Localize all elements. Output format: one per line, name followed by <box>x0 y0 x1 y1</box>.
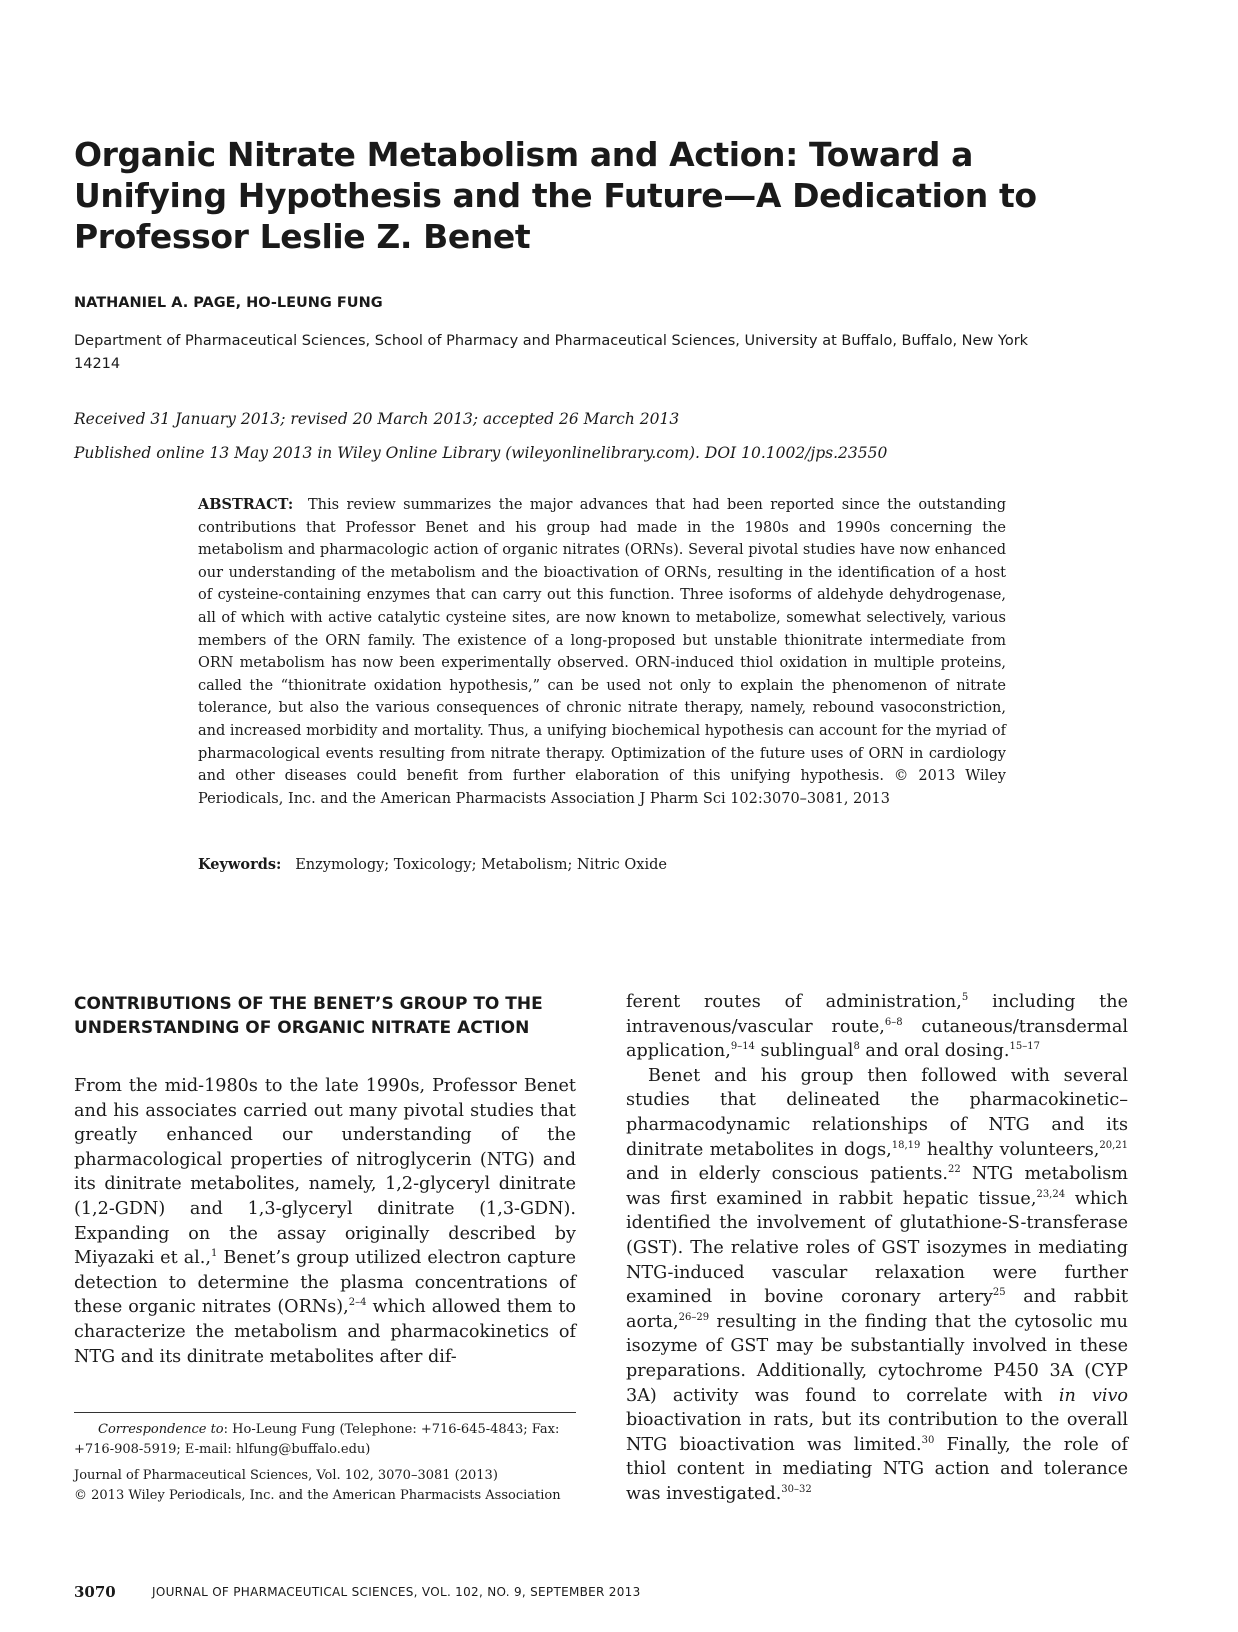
citation-ref: 1 <box>211 1248 218 1260</box>
author-list: NATHANIEL A. PAGE, HO-LEUNG FUNG <box>74 295 383 311</box>
body-text: From the mid-1980s to the late 1990s, Professor Benet and his associates carried out many pivotal studies that greatly enhanced our understanding of the pharmacological properties of nitroglycerin (NTG) and its dinitrate metabolites, namely, 1,2-glyceryl dinitrate (1,2-GDN) and 1,3-glyceryl dinitrate (1,3-GDN). Expanding on the assay originally described by Miyazaki et al., <box>74 1076 576 1269</box>
body-text: including the intravenous/vascular route, <box>626 992 1128 1037</box>
body-text: Benet and his group then followed with several studies that delineated the pharmacokinetic–pharmacodynamic relationships of NTG and its dinitrate metabolites in dogs, <box>626 1065 1128 1160</box>
italic-term: in vivo <box>1058 1385 1128 1406</box>
keywords-text: Enzymology; Toxicology; Metabolism; Nitric Oxide <box>295 857 667 873</box>
citation-ref: 2–4 <box>348 1297 367 1309</box>
page-number: 3070 <box>74 1583 116 1601</box>
citation-ref: 5 <box>961 992 969 1004</box>
footnote-divider <box>74 1412 576 1413</box>
copyright-notice: © 2013 Wiley Periodicals, Inc. and the American Pharmacists Association <box>74 1488 561 1503</box>
section-heading: CONTRIBUTIONS OF THE BENET’S GROUP TO THE UNDERSTANDING OF ORGANIC NITRATE ACTION <box>74 994 543 1038</box>
keywords-label: Keywords: <box>198 856 282 873</box>
body-text: sublingual <box>754 1041 854 1062</box>
citation-ref: 6–8 <box>884 1016 903 1028</box>
abstract <box>198 494 1006 810</box>
citation-ref: 26–29 <box>678 1311 710 1323</box>
body-text: cutaneous/transdermal application, <box>626 1016 1128 1062</box>
abstract-text: This review summarizes the major advances that had been reported since the outstanding contributions that Professor Benet and his group had made in the 1980s and 1990s concerning the metabolism and pharmacologic action of organic nitrates (ORNs). Several pivotal studies have now enhanced our understanding of the metabolism and the bioactivation of ORNs, resulting in the identification of a host of cysteine-containing enzymes that can carry out this function. Three isoforms of aldehyde dehydrogenase, all of which with active catalytic cysteine sites, are now known to metabolize, somewhat selectively, various members of the ORN family. The existence of a long-proposed but unstable thionitrate intermediate from ORN metabolism has now been experimentally observed. ORN-induced thiol oxidation in multiple proteins, called the “thionitrate oxidation hypothesis,” can be used not only to explain the phenomenon of nitrate tolerance, but also the various consequences of chronic nitrate therapy, namely, rebound vasoconstriction, and increased morbidity and mortality. Thus, a unifying biochemical hypothesis can account for the myriad of pharmacological events resulting from nitrate therapy. Optimization of the future uses of ORN in cardiology and other diseases could benefit from further elaboration of this unifying hypothesis. © 2013 Wiley Periodicals, Inc. and the American Pharmacists Association J Pharm Sci 102:3070–3081, 2013 <box>198 497 1007 807</box>
author-affiliation: Department of Pharmaceutical Sciences, School of Pharmacy and Pharmaceutical Sciences, University at Buffalo, Buffalo, New York 14214 <box>74 333 1029 372</box>
running-footer: JOURNAL OF PHARMACEUTICAL SCIENCES, VOL. 102, NO. 9, SEPTEMBER 2013 <box>152 1585 641 1599</box>
body-text: Benet’s group utilized electron capture detection to determine the plasma concentrations of these organic nitrates (ORNs), <box>74 1248 576 1318</box>
citation-ref: 22 <box>948 1164 961 1176</box>
body-column-left <box>74 1074 576 1369</box>
body-text: resulting in the finding that the cytosolic mu isozyme of GST may be substantially involved in these preparations. Additionally, cytochrome P450 3A (CYP 3A) activity was found to correlate with <box>626 1311 1128 1406</box>
body-column-right <box>626 990 1128 1506</box>
correspondence-text: : Ho-Leung Fung (Telephone: +716-645-4843; Fax: +716-908-5919; E-mail: hlfung@buffalo.edu) <box>74 1422 560 1457</box>
abstract-label: ABSTRACT: <box>198 496 294 513</box>
article-title: Organic Nitrate Metabolism and Action: Toward a Unifying Hypothesis and the Future—A Dedication to Professor Leslie Z. Benet <box>74 135 1037 256</box>
footnote <box>74 1420 576 1506</box>
body-text: and in elderly conscious patients. <box>626 1164 949 1185</box>
body-text: and rabbit aorta, <box>626 1287 1129 1332</box>
body-paragraph <box>626 990 1128 1064</box>
citation-ref: 18,19 <box>891 1139 921 1151</box>
citation-ref: 30–32 <box>781 1484 812 1496</box>
body-text: NTG metabolism was first examined in rabbit hepatic tissue, <box>626 1164 1128 1209</box>
journal-citation: Journal of Pharmaceutical Sciences, Vol. 102, 3070–3081 (2013) <box>74 1468 498 1483</box>
correspondence-note <box>74 1420 576 1460</box>
body-text: Finally, the role of thiol content in mediating NTG action and tolerance was investigated. <box>626 1434 1129 1504</box>
citation-ref: 23,24 <box>1036 1188 1066 1200</box>
citation-ref: 20,21 <box>1099 1139 1128 1151</box>
received-dates: Received 31 January 2013; revised 20 March 2013; accepted 26 March 2013 <box>74 410 680 428</box>
citation-ref: 30 <box>921 1434 935 1446</box>
citation-ref: 25 <box>992 1287 1006 1299</box>
correspondence-label: Correspondence to <box>98 1422 224 1437</box>
publication-info: Published online 13 May 2013 in Wiley Online Library (wileyonlinelibrary.com). DOI 10.1002/jps.23550 <box>74 444 888 462</box>
keywords <box>198 856 667 873</box>
body-text: healthy volunteers, <box>920 1139 1100 1160</box>
body-text: bioactivation in rats, but its contribution to the overall NTG bioactivation was limited. <box>626 1410 1128 1455</box>
body-paragraph <box>74 1074 576 1369</box>
body-paragraph <box>626 1064 1128 1507</box>
body-text: which identified the involvement of glutathione-S-transferase (GST). The relative roles of GST isozymes in mediating NTG-induced vascular relaxation were further examined in bovine coronary artery <box>626 1188 1129 1308</box>
body-text: which allowed them to characterize the metabolism and pharmacokinetics of NTG and its dinitrate metabolites after dif- <box>74 1297 576 1367</box>
body-text: and oral dosing. <box>859 1041 1010 1062</box>
citation-ref: 8 <box>853 1041 860 1053</box>
citation-ref: 9–14 <box>730 1041 755 1053</box>
body-text: ferent routes of administration, <box>626 992 962 1012</box>
citation-ref: 15–17 <box>1009 1041 1040 1053</box>
